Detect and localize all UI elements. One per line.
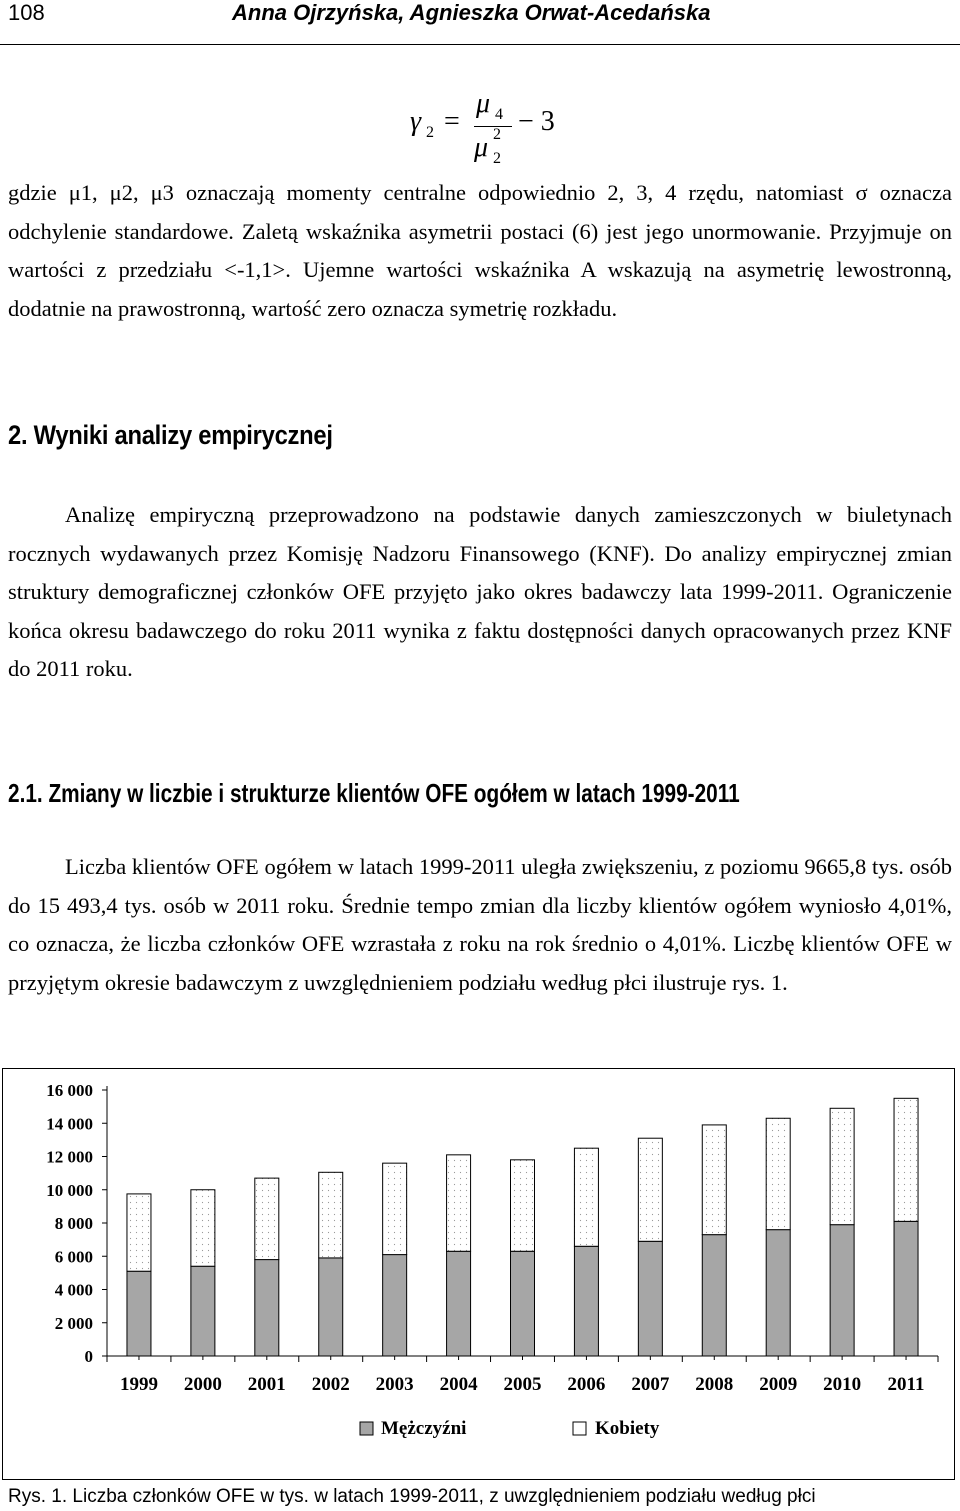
figure-1-chart [3, 1069, 954, 1479]
bar-kobiety [894, 1098, 918, 1221]
page-header [0, 0, 960, 45]
y-tick-label: 12 000 [46, 1147, 93, 1167]
x-tick-label: 2004 [439, 1374, 478, 1395]
bar-kobiety [702, 1125, 726, 1235]
bar-mezczyzni [191, 1266, 215, 1356]
bar-mezczyzni [702, 1235, 726, 1356]
x-tick-label: 2003 [375, 1374, 414, 1395]
x-tick-label: 2001 [247, 1374, 286, 1395]
y-tick-label: 4 000 [54, 1280, 93, 1300]
y-tick-label: 10 000 [46, 1180, 93, 1200]
bar-kobiety [127, 1194, 151, 1271]
y-tick-label: 16 000 [46, 1081, 93, 1100]
bar-kobiety [191, 1190, 215, 1266]
figure-1-caption: Rys. 1. Liczba członków OFE w tys. w latach 1999-2011, z uwzględnieniem podziału według płci [8, 1486, 816, 1507]
bar-kobiety [447, 1155, 471, 1251]
bar-kobiety [766, 1118, 790, 1229]
legend-label-kobiety: Kobiety [595, 1418, 660, 1439]
x-tick-label: 2005 [503, 1374, 542, 1395]
bar-mezczyzni [574, 1246, 598, 1356]
formula-lhs-sub: 2 [426, 124, 434, 141]
formula-denominator-sub: 2 [493, 150, 501, 167]
bar-mezczyzni [383, 1255, 407, 1356]
running-head-authors: Anna Ojrzyńska, Agnieszka Orwat-Acedańska [232, 0, 711, 25]
x-tick-label: 2007 [631, 1374, 670, 1395]
paragraph-clients: Liczba klientów OFE ogółem w latach 1999-2011 uległa zwiększeniu, z poziomu 9665,8 tys. osób do 15 493,4 tys. osób w 2011 roku. Średnie tempo zmian dla liczby klientów ogółem wyniosło 4,01%, co oznacza, że liczba członków OFE wzrastała z roku na rok średnio o 4,01%. Liczbę klientów OFE w przyjętym okresie badawczym z uwzględnieniem podziału według płci ilustruje rys. 1. [8, 854, 952, 995]
bar-kobiety [511, 1160, 535, 1251]
bar-mezczyzni [127, 1271, 151, 1356]
bar-mezczyzni [638, 1241, 662, 1356]
section-2-1-heading: 2.1. Zmiany w liczbie i strukturze klientów OFE ogółem w latach 1999-2011 [8, 778, 740, 808]
y-tick-label: 2 000 [54, 1313, 93, 1333]
page-number: 108 [8, 0, 45, 25]
x-tick-label: 2008 [695, 1374, 734, 1395]
y-tick-label: 14 000 [46, 1114, 93, 1134]
formula-denominator-sup: 2 [493, 126, 501, 143]
formula-denominator: μ [474, 132, 489, 163]
formula-gamma2 [400, 88, 600, 172]
y-tick-label: 8 000 [54, 1214, 93, 1233]
x-tick-label: 1999 [119, 1374, 158, 1395]
y-tick-label: 6 000 [54, 1247, 93, 1267]
paragraph-moments: gdzie μ1, μ2, μ3 oznaczają momenty centralne odpowiednio 2, 3, 4 rzędu, natomiast σ oznacza odchylenie standardowe. Zaletą wskaźnika asymetrii postaci (6) jest jego unormowanie. Przyjmuje on wartości z przedziału <-1,1>. Ujemne wartości wskaźnika A wskazują na asymetrię lewostronną, dodatnie na prawostronną, wartość zero oznacza symetrię rozkładu. [8, 180, 952, 321]
bar-mezczyzni [447, 1251, 471, 1356]
paragraph-analysis: Analizę empiryczną przeprowadzono na podstawie danych zamieszczonych w biuletynach rocznych wydawanych przez Komisję Nadzoru Finansowego (KNF). Do analizy empirycznej zmian struktury demograficznej członków OFE przyjęto jako okres badawczy lata 1999-2011. Ograniczenie końca okresu badawczego do roku 2011 wynika z faktu dostępności danych opracowanych przez KNF do 2011 roku. [8, 502, 952, 681]
formula-equals: = [444, 106, 460, 137]
legend-swatch-kobiety [573, 1422, 586, 1435]
x-tick-label: 2010 [823, 1374, 862, 1395]
bar-kobiety [255, 1178, 279, 1259]
x-tick-label: 2009 [759, 1374, 798, 1395]
bar-kobiety [830, 1108, 854, 1224]
section-2-heading: 2. Wyniki analizy empirycznej [8, 420, 333, 450]
legend-swatch-mezczyzni [360, 1422, 373, 1435]
bar-mezczyzni [319, 1258, 343, 1356]
bar-mezczyzni [766, 1230, 790, 1356]
formula-minus-three: − 3 [518, 106, 555, 137]
bar-kobiety [319, 1172, 343, 1258]
x-tick-label: 2002 [311, 1374, 350, 1395]
bar-mezczyzni [894, 1221, 918, 1356]
legend-label-mezczyzni: Mężczyźni [381, 1418, 467, 1439]
bar-kobiety [383, 1163, 407, 1254]
bar-mezczyzni [830, 1225, 854, 1356]
bar-mezczyzni [511, 1251, 535, 1356]
formula-numerator-sub: 4 [495, 106, 503, 123]
formula-numerator: μ [476, 88, 491, 119]
bar-mezczyzni [255, 1260, 279, 1356]
formula-lhs: γ [410, 106, 422, 137]
x-tick-label: 2006 [567, 1374, 606, 1395]
x-tick-label: 2000 [183, 1374, 222, 1395]
y-tick-label: 0 [84, 1347, 93, 1366]
bar-kobiety [574, 1148, 598, 1246]
figure-1-frame [2, 1068, 955, 1480]
bar-kobiety [638, 1138, 662, 1241]
x-tick-label: 2011 [887, 1374, 925, 1395]
